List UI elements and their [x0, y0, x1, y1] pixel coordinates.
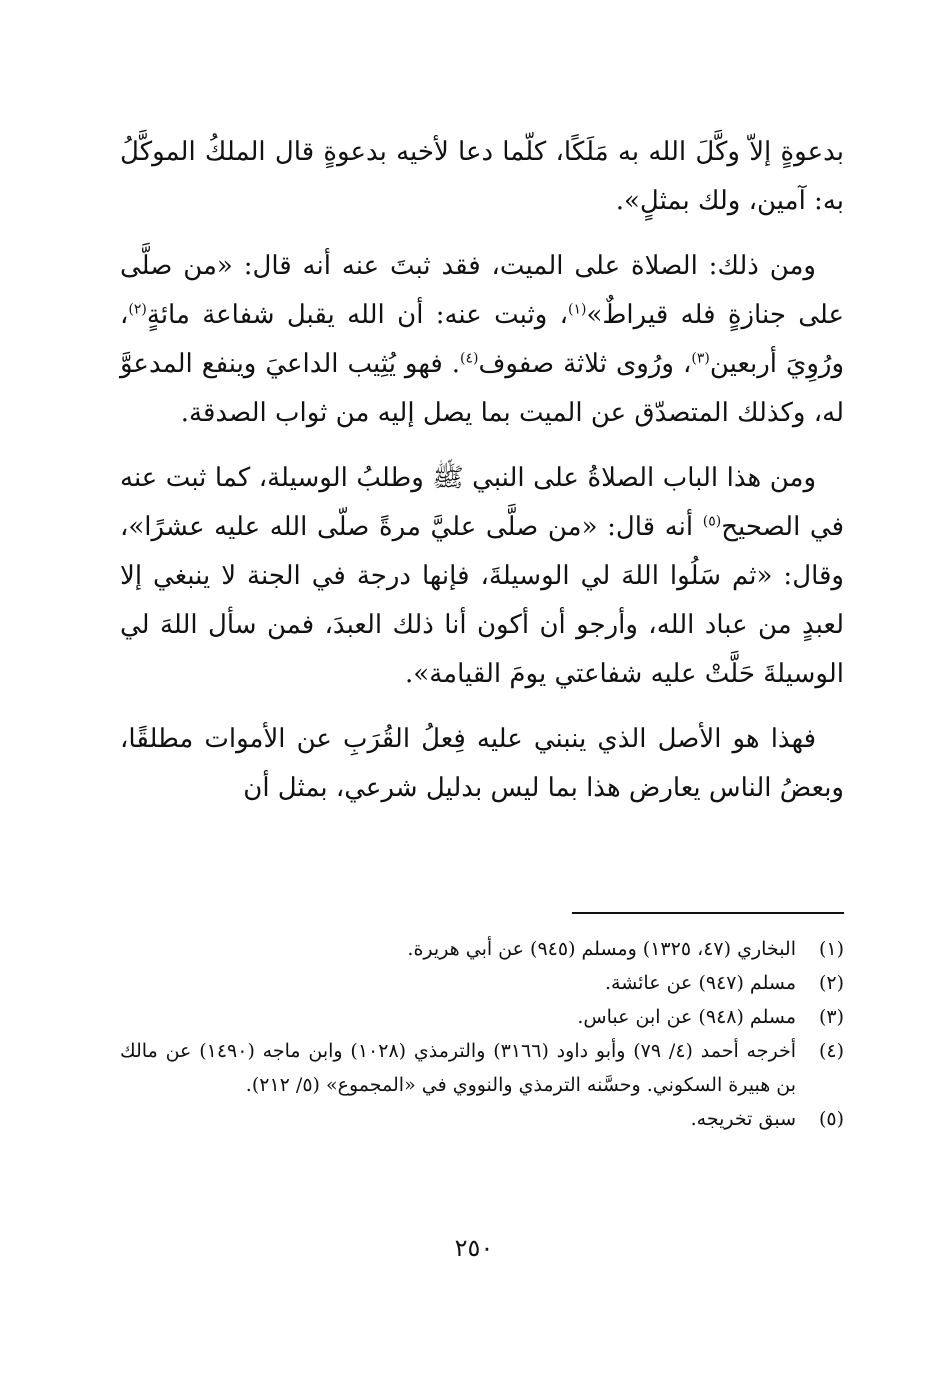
paragraph-text: . فهو يُثِيب الداعيَ وينفع المدعوَّ له، وكذلك المتصدّق عن الميت بما يصل إليه من ثواب الصدقة.	[120, 349, 844, 428]
footnote-5	[120, 1102, 844, 1136]
footnote-text: سبق تخريجه.	[690, 1108, 796, 1130]
footnote-ref[interactable]: (٤)	[460, 350, 479, 367]
main-text	[120, 128, 844, 829]
paragraph-1	[120, 128, 844, 226]
paragraph-text: أنه قال: «من صلَّى عليَّ مرةً صلّى الله عليه عشرًا»، وقال: «ثم سَلُوا اللهَ لي الوسيلةَ، فإنها درجة في الجنة لا ينبغي إلا لعبدٍ من عباد الله، وأرجو أن أكون أنا ذلك العبدَ، فمن سأل اللهَ لي الوسيلةَ حَلَّتْ عليه شفاعتي يومَ القيامة».	[120, 512, 844, 689]
footnote-2	[120, 966, 844, 1000]
page-number: ٢٥٠	[454, 1234, 494, 1262]
footnote-ref[interactable]: (١)	[568, 301, 587, 318]
footnotes	[120, 932, 844, 1136]
paragraph-text: ، وثبت عنه: أن الله يقبل شفاعة مائةٍ	[146, 300, 568, 330]
paragraph-text: ، ورُوِيَ أربعين	[120, 300, 844, 379]
footnote-text: مسلم (٩٤٧) عن عائشة.	[604, 972, 796, 994]
paragraph-4	[120, 715, 844, 813]
footnote-number: (٢)	[818, 972, 844, 994]
footnote-ref[interactable]: (٣)	[691, 350, 710, 367]
paragraph-2	[120, 242, 844, 438]
footnote-4	[120, 1034, 844, 1102]
footnote-number: (٥)	[818, 1108, 844, 1130]
footnote-number: (٤)	[818, 1040, 844, 1062]
footnote-text: مسلم (٩٤٨) عن ابن عباس.	[577, 1006, 796, 1028]
paragraph-text: فهذا هو الأصل الذي ينبني عليه فِعلُ القُرَبِ عن الأموات مطلقًا، وبعضُ الناس يعارض هذا بما ليس بدليل شرعي، بمثل أن	[120, 724, 844, 803]
footnote-ref[interactable]: (٢)	[128, 301, 147, 318]
paragraph-text: ومن ذلك: الصلاة على الميت، فقد ثبتَ عنه أنه قال: «من صلَّى على جنازةٍ فله قيراطٌ»	[120, 251, 845, 330]
footnote-text: أخرجه أحمد (٤/ ٧٩) وأبو داود (٣١٦٦) والترمذي (١٠٢٨) وابن ماجه (١٤٩٠) عن مالك بن هبيرة السكوني. وحسَّنه الترمذي والنووي في «المجموع» (٥/ ٢١٢).	[120, 1040, 796, 1096]
footnote-1	[120, 932, 844, 966]
paragraph-text: بدعوةٍ إلاّ وكَّلَ الله به مَلَكًا، كلّما دعا لأخيه بدعوةٍ قال الملكُ الموكَّلُ به: آمين، ولك بمثلٍ».	[120, 137, 844, 216]
footnote-number: (٣)	[818, 1006, 844, 1028]
paragraph-text: ، ورُوى ثلاثة صفوف	[478, 349, 692, 379]
footnote-ref[interactable]: (٥)	[702, 513, 722, 530]
paragraph-text: ومن هذا الباب الصلاةُ على النبي ﷺ وطلبُ الوسيلة، كما ثبت عنه في الصحيح	[120, 463, 845, 542]
footnote-3	[120, 1000, 844, 1034]
paragraph-3	[120, 454, 844, 699]
footnote-text: البخاري (٤٧، ١٣٢٥) ومسلم (٩٤٥) عن أبي هريرة.	[407, 938, 796, 960]
footnote-number: (١)	[818, 938, 844, 960]
footnote-divider	[572, 912, 844, 914]
